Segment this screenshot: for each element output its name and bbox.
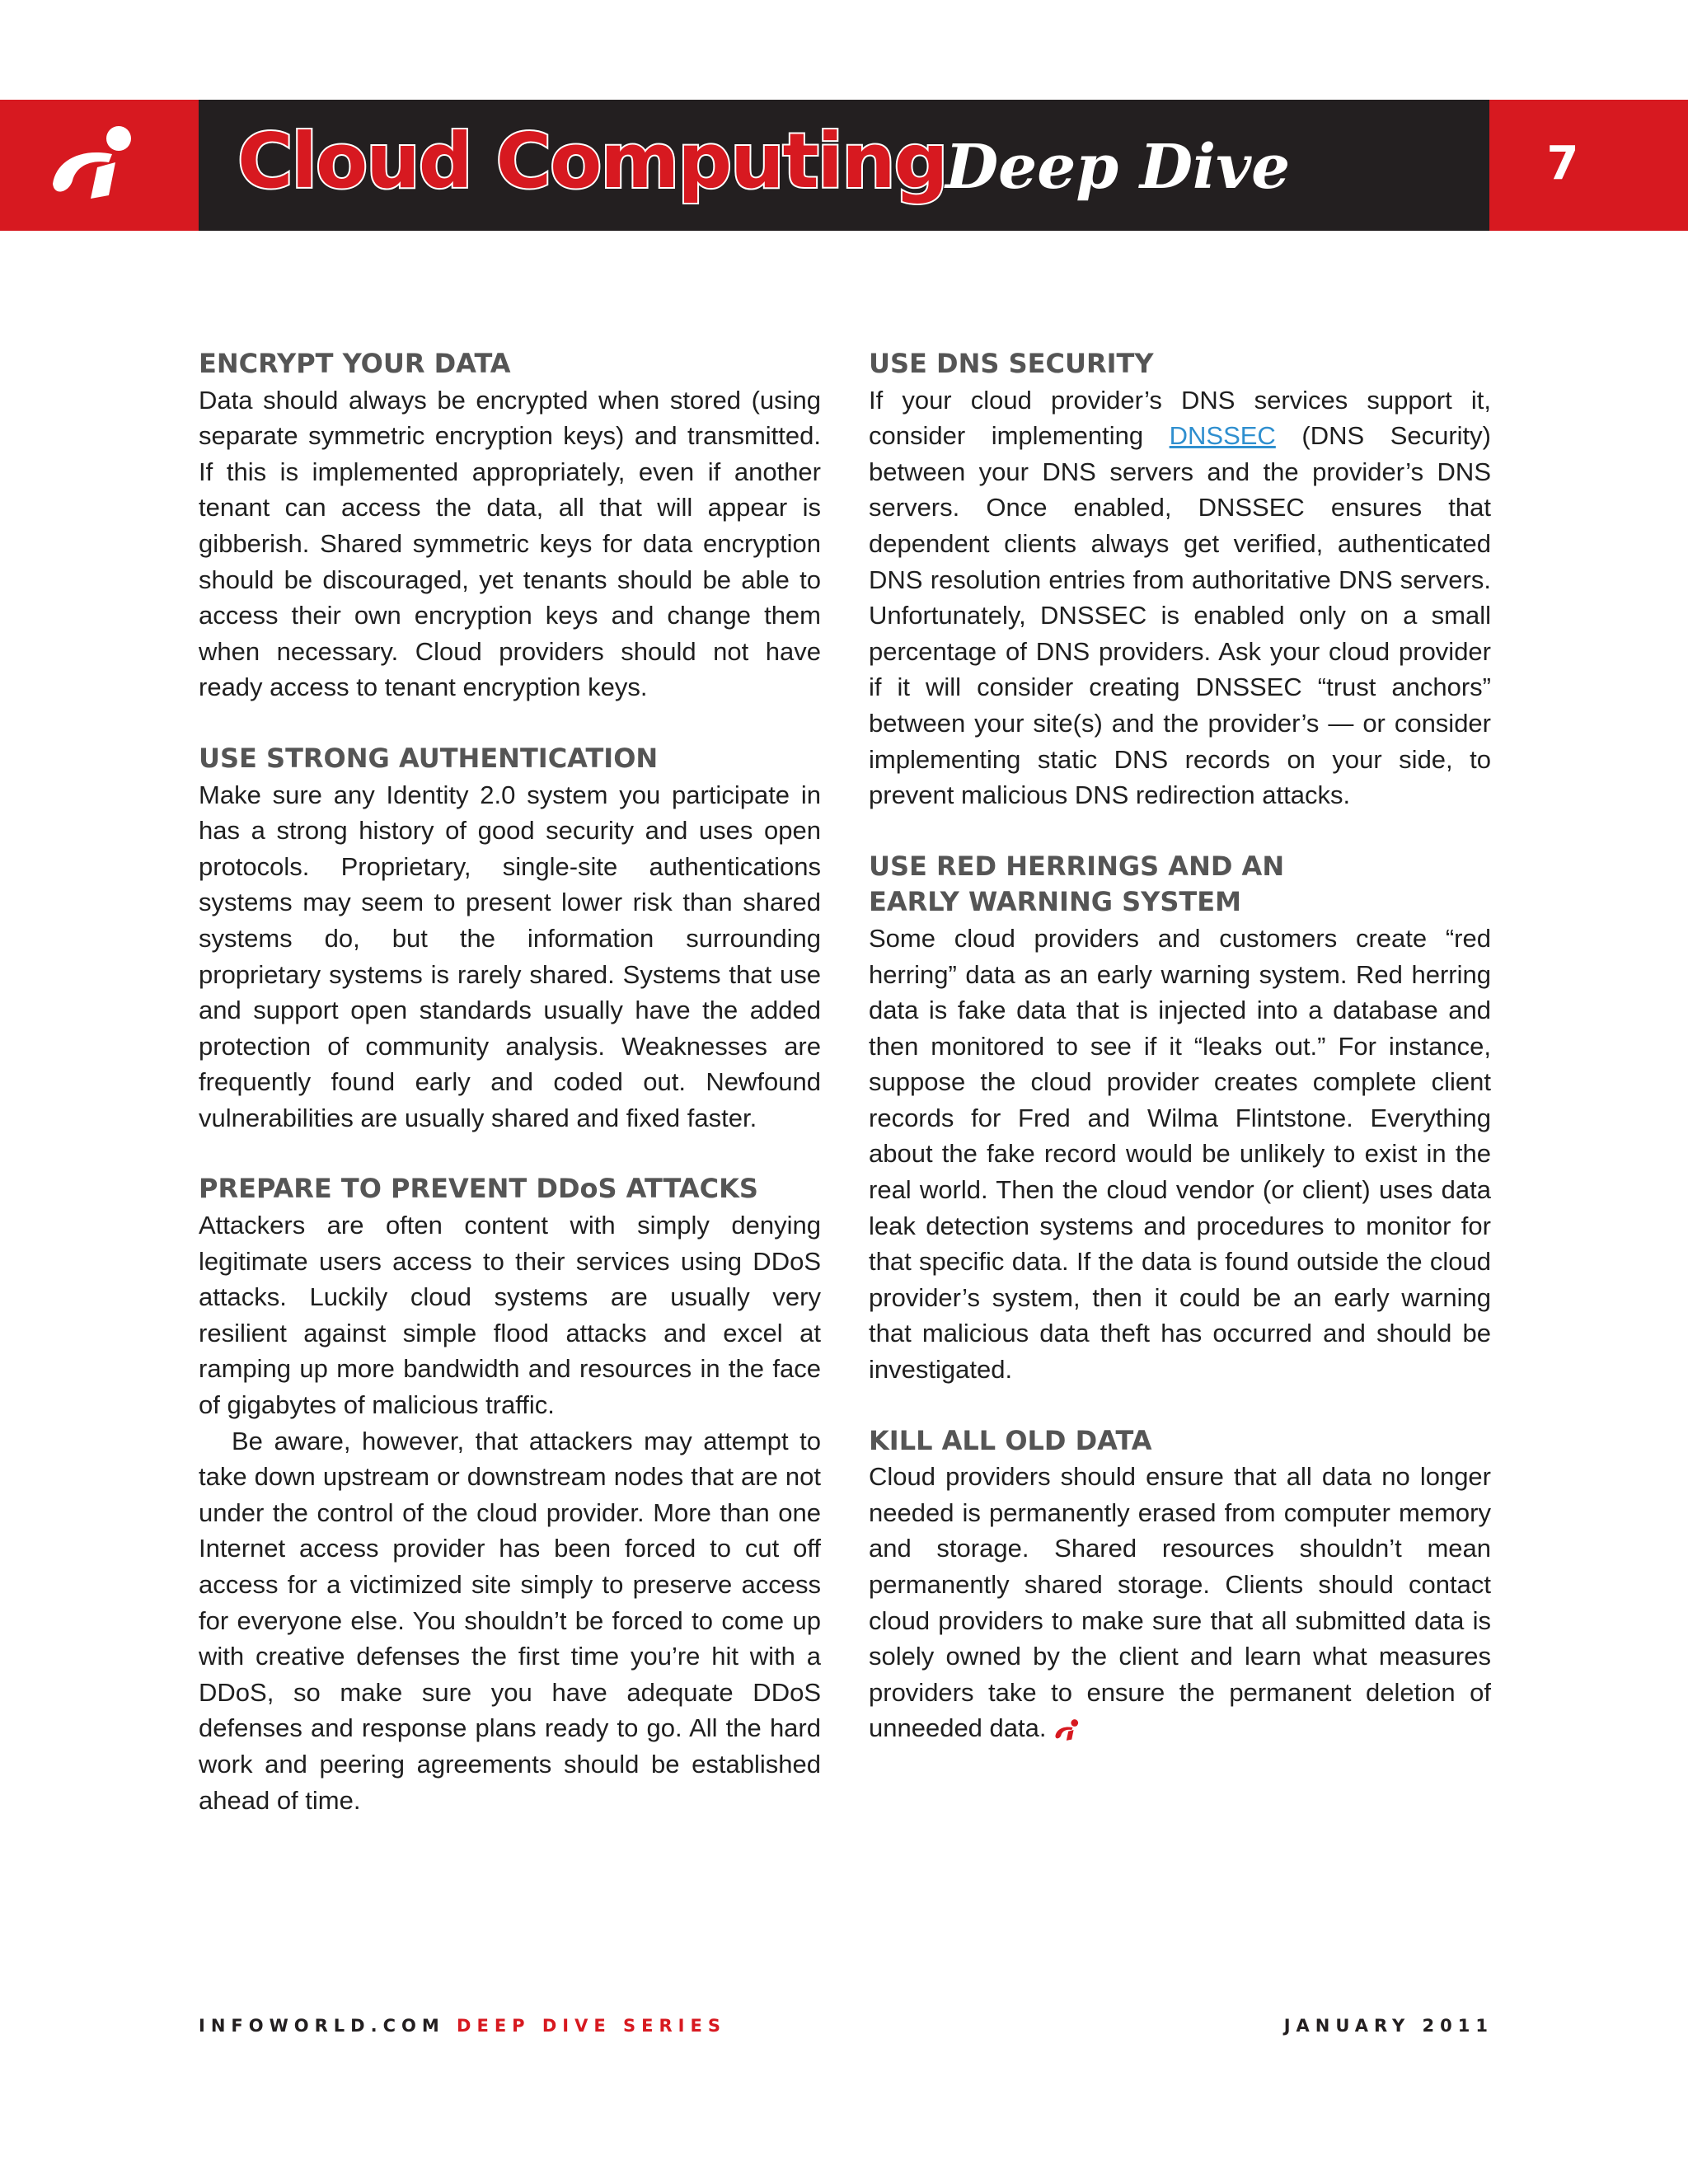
old-data-text: Cloud providers should ensure that all data no longer needed is permanently erased from computer memory and storage. Shared resources shouldn’t mean permanently shared storage. Clients should contact cloud providers to make sure that all submitted data is solely owned by the client and learn what measures providers take to ensure the permanent deletion of unneeded data. <box>869 1462 1491 1743</box>
section-strong-authentication <box>199 741 821 1137</box>
section-red-herrings <box>869 849 1491 1388</box>
page-number-box <box>1489 100 1688 231</box>
title-deep-dive: Deep Dive <box>945 132 1291 203</box>
footer-date: JANUARY 2011 <box>1283 2016 1493 2036</box>
footer-site: INFOWORLD.COM <box>199 2016 445 2036</box>
heading-line-2: EARLY WARNING SYSTEM <box>869 886 1241 918</box>
section-paragraph: Some cloud providers and customers create “red herring” data as an early warning system. Red herring data is fake data that is injected into a database and then monitored to see if it “leaks out.” For instance, suppose the cloud provider creates complete client records for Fred and Wilma Flintstone. Everything about the fake record would be unlikely to exist in the real world. Then the cloud vendor (or client) uses data leak detection systems and procedures to monitor for that specific data. If the data is found outside the cloud provider’s system, then it could be an early warning that malicious data theft has occurred and should be investigated. <box>869 923 1491 1385</box>
section-heading: ENCRYPT YOUR DATA <box>199 348 511 379</box>
section-heading: KILL ALL OLD DATA <box>869 1424 1152 1456</box>
section-paragraph: Be aware, however, that attackers may attempt to take down upstream or downstream nodes that are not under the control of the cloud provider. More than one Internet access provider has been forced to cut off access for a victimized site simply to preserve access for everyone else. You shouldn’t be forced to come up with creative defenses the first time you’re hit with a DDoS, so make sure you have adequate DDoS defenses and response plans ready to go. All the hard work and peering agreements should be established ahead of time. <box>199 1426 821 1815</box>
section-prevent-ddos <box>199 1171 821 1818</box>
title-cloud-computing: Cloud Computing <box>237 117 947 205</box>
end-mark-icon <box>1053 1718 1081 1741</box>
header-band <box>0 100 1688 231</box>
section-paragraph <box>869 1459 1491 1746</box>
right-column <box>869 346 1491 1782</box>
section-paragraph <box>869 382 1491 813</box>
section-paragraph: Make sure any Identity 2.0 system you participate in has a strong history of good security and uses open protocols. Proprietary, single-site authentications systems may seem to present lower risk than shared systems do, but the information surrounding proprietary systems is rarely shared. Systems that use and support open standards usually have the added protection of community analysis. Weaknesses are frequently found early and coded out. Newfound vulnerabilities are usually shared and fixed faster. <box>199 780 821 1132</box>
footer-series: DEEP DIVE SERIES <box>457 2016 726 2036</box>
section-heading: PREPARE TO PREVENT DDoS ATTACKS <box>199 1173 758 1205</box>
section-encrypt-data <box>199 346 821 705</box>
page-number: 7 <box>1546 137 1579 190</box>
heading-line-1: USE RED HERRINGS AND AN <box>869 850 1285 882</box>
section-heading: USE DNS SECURITY <box>869 348 1154 379</box>
left-column <box>199 346 821 1854</box>
section-paragraph: Attackers are often content with simply denying legitimate users access to their services using DDoS attacks. Luckily cloud systems are usually very resilient against simple flood attacks and excel at ramping up more bandwidth and resources in the face of gigabytes of malicious traffic. <box>199 1211 821 1420</box>
dnssec-link[interactable]: DNSSEC <box>1169 421 1276 451</box>
section-heading <box>869 849 1491 921</box>
dns-text-before-link: If your cloud provider’s DNS services support it, consider implementing <box>869 385 1491 451</box>
logo-box <box>0 100 199 231</box>
section-kill-old-data <box>869 1423 1491 1746</box>
dns-text-after-link: (DNS Security) between your DNS servers and the provider’s DNS servers. Once enabled, DNSSEC ensures that dependent clients always get verified, authenticated DNS resolution entries from authoritative DNS servers. Unfortunately, DNSSEC is enabled only on a small percentage of DNS providers. Ask your cloud provider if it will consider creating DNSSEC “trust anchors” between your site(s) and the provider’s — or consider implementing static DNS records on your side, to prevent malicious DNS redirection attacks. <box>869 421 1491 810</box>
footer-left <box>199 2014 726 2037</box>
section-paragraph: Data should always be encrypted when stored (using separate symmetric encryption keys) and transmitted. If this is implemented appropriately, even if another tenant can access the data, all that will appear is gibberish. Shared symmetric keys for data encryption should be discouraged, yet tenants should be able to access their own encryption keys and change them when necessary. Cloud providers should not have ready access to tenant encryption keys. <box>199 385 821 702</box>
section-dns-security <box>869 346 1491 813</box>
section-heading: USE STRONG AUTHENTICATION <box>199 742 659 774</box>
infoworld-logo-icon <box>48 123 140 202</box>
